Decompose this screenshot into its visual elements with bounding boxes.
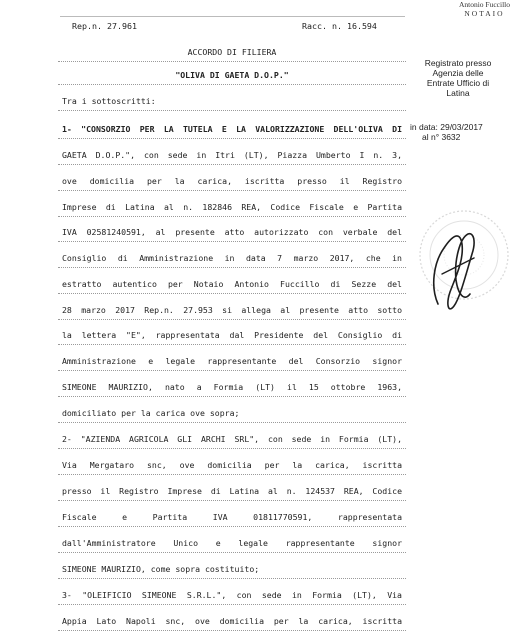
ruled-line bbox=[58, 241, 406, 242]
document-line: SIMEONE MAURIZIO, nato a Formia (LT) il 15 ottobre 1963, bbox=[62, 382, 402, 392]
ruled-line bbox=[58, 630, 406, 631]
document-line: dall'Amministratore Unico e legale rappresentante signor bbox=[62, 538, 402, 548]
registration-date bbox=[410, 122, 483, 142]
notary-header bbox=[459, 0, 510, 18]
header-rule bbox=[60, 16, 405, 17]
registration-line: Entrate Ufficio di bbox=[426, 78, 490, 88]
raccolta-number: Racc. n. 16.594 bbox=[302, 21, 377, 31]
registration-line: Agenzia delle bbox=[432, 68, 484, 78]
document-line: Via Mergataro snc, ove domicilia per la carica, iscritta bbox=[62, 460, 402, 470]
ruled-line bbox=[58, 344, 406, 345]
registration-stamp bbox=[412, 58, 504, 98]
ruled-line bbox=[58, 370, 406, 371]
ruled-line bbox=[58, 422, 406, 423]
document-line: 2- "AZIENDA AGRICOLA GLI ARCHI SRL", con sede in Formia (LT), bbox=[62, 434, 402, 444]
notary-name: Antonio Fuccillo bbox=[458, 0, 510, 9]
ruled-line bbox=[58, 319, 406, 320]
ruled-line bbox=[58, 267, 406, 268]
ruled-line bbox=[58, 578, 406, 579]
document-line: Amministrazione e legale rappresentante del Consorzio signor bbox=[62, 356, 402, 366]
document-title: ACCORDO DI FILIERA bbox=[187, 47, 277, 57]
document-line: Fiscale e Partita IVA 01811770591, rappresentata bbox=[62, 512, 402, 522]
ruled-line bbox=[58, 293, 406, 294]
document-line: GAETA D.O.P.", con sede in Itri (LT), Piazza Umberto I n. 3, bbox=[62, 150, 402, 160]
ruled-line bbox=[58, 110, 406, 111]
document-line: SIMEONE MAURIZIO, come sopra costituito; bbox=[62, 564, 260, 574]
ruled-line bbox=[58, 216, 406, 217]
registration-line: Registrato presso bbox=[424, 58, 492, 68]
ruled-line bbox=[58, 190, 406, 191]
ruled-line bbox=[58, 552, 406, 553]
document-line: Imprese di Latina al n. 182846 REA, Codice Fiscale e Partita bbox=[62, 202, 402, 212]
ruled-line bbox=[58, 526, 406, 527]
document-line: 3- "OLEIFICIO SIMEONE S.R.L.", con sede in Formia (LT), Via bbox=[62, 590, 402, 600]
document-line: la lettera "E", rappresentata dal Presidente del Consiglio di bbox=[62, 330, 402, 340]
document-line: estratto autentico per Notaio Antonio Fuccillo di Sezze del bbox=[62, 279, 402, 289]
registration-date-line: in data: 29/03/2017 bbox=[410, 122, 483, 132]
ruled-line bbox=[58, 61, 406, 62]
ruled-line bbox=[58, 474, 406, 475]
document-line: presso il Registro Imprese di Latina al n. 124537 REA, Codice bbox=[62, 486, 402, 496]
handwritten-signature bbox=[420, 214, 490, 324]
document-line: Appia Lato Napoli snc, ove domicilia per la carica, iscritta bbox=[62, 616, 402, 626]
document-line: Consiglio di Amministrazione in data 7 marzo 2017, che in bbox=[62, 253, 402, 263]
ruled-line bbox=[58, 164, 406, 165]
ruled-line bbox=[58, 396, 406, 397]
document-subtitle: "OLIVA DI GAETA D.O.P." bbox=[175, 70, 289, 80]
repertorio-number: Rep.n. 27.961 bbox=[72, 21, 137, 31]
notary-title: NOTAIO bbox=[464, 9, 505, 18]
document-line: 28 marzo 2017 Rep.n. 27.953 si allega al presente atto sotto bbox=[62, 305, 402, 315]
registration-line: Latina bbox=[446, 88, 470, 98]
ruled-line bbox=[58, 500, 406, 501]
document-line: IVA 02581240591, al presente atto autorizzato con verbale del bbox=[62, 227, 402, 237]
document-line: ove domicilia per la carica, iscritta presso il Registro bbox=[62, 176, 402, 186]
document-line: domiciliato per la carica ove sopra; bbox=[62, 408, 240, 418]
ruled-line bbox=[58, 448, 406, 449]
document-line: Tra i sottoscritti: bbox=[62, 96, 156, 106]
ruled-line bbox=[58, 604, 406, 605]
ruled-line bbox=[58, 138, 406, 139]
ruled-line bbox=[58, 84, 406, 85]
registration-number-line: al n° 3632 bbox=[422, 132, 461, 142]
document-line: 1- "CONSORZIO PER LA TUTELA E LA VALORIZZAZIONE DELL'OLIVA DI bbox=[62, 124, 402, 134]
